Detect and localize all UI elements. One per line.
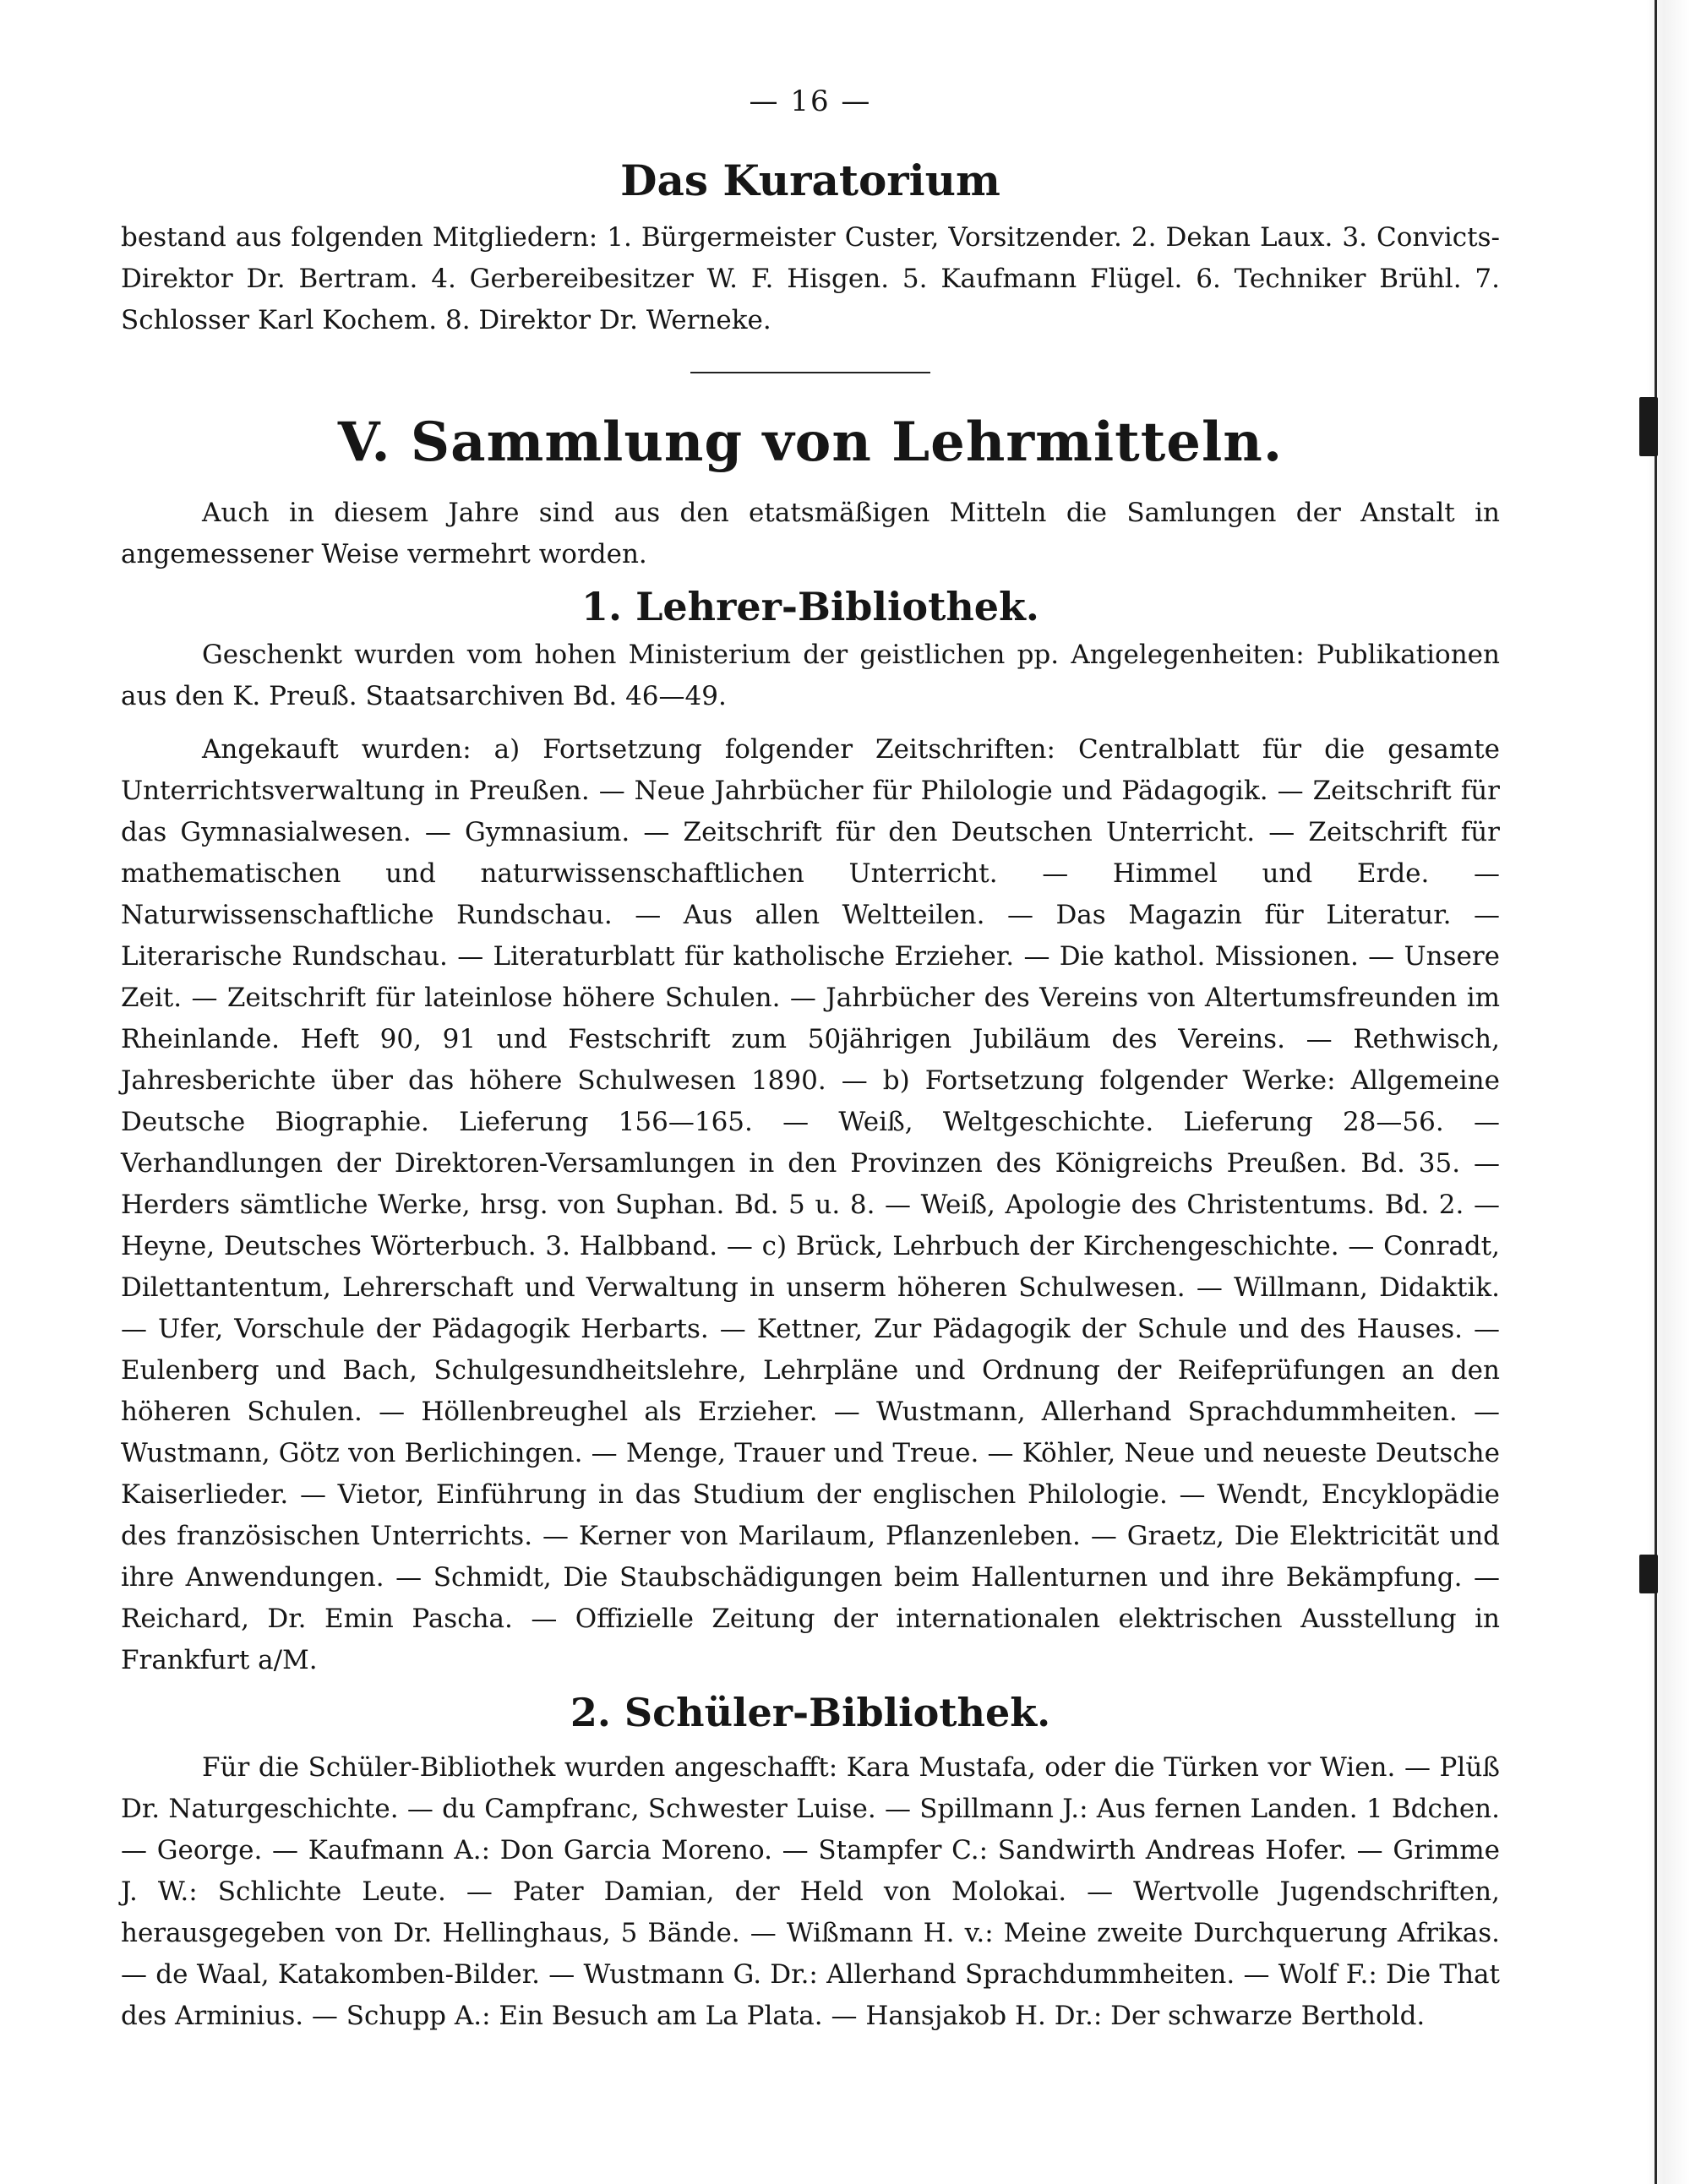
schueler-bibliothek-text: Für die Schüler-Bibliothek wurden angeschafft: Kara Mustafa, oder die Türken vor Wien. — Plüß Dr. Naturgeschichte. — du Campfranc, Schwester Luise. — Spillmann J.: Aus fernen Landen. 1 Bdchen. — George. — Kaufmann A.: Don Garcia Moreno. — Stampfer C.: Sandwirth Andreas Hofer. — Grimme J. W.: Schlichte Leute. — Pater Damian, der Held von Molokai. — Wertvolle Jugendschriften, herausgegeben von Dr. Hellinghaus, 5 Bände. — Wißmann H. v.: Meine zweite Durchquerung Afrikas. — de Waal, Katakomben-Bilder. — Wustmann G. Dr.: Allerhand Sprachdummheiten. — Wolf F.: Die That des Arminius. — Schupp A.: Ein Besuch am La Plata. — Hansjakob H. Dr.: Der schwarze Berthold. (121, 1752, 1500, 2031)
page-number: — 16 — (749, 84, 872, 118)
section-divider (690, 372, 930, 373)
lehrer-bibliothek-angekauft: Angekauft wurden: a) Fortsetzung folgender Zeitschriften: Centralblatt für die gesamte Unterrichtsverwaltung in Preußen. — Neue Jahrbücher für Philologie und Pädagogik. — Zeitschrift für das Gymnasialwesen. — Gymnasium. — Zeitschrift für den Deutschen Unterricht. — Zeitschrift für mathematischen und naturwissenschaftlichen Unterricht. — Himmel und Erde. — Naturwissenschaftliche Rundschau. — Aus allen Weltteilen. — Das Magazin für Literatur. — Literarische Rundschau. — Literaturblatt für katholische Erzieher. — Die kathol. Missionen. — Unsere Zeit. — Zeitschrift für lateinlose höhere Schulen. — Jahrbücher des Vereins von Altertumsfreunden im Rheinlande. Heft 90, 91 und Festschrift zum 50jährigen Jubiläum des Vereins. — Rethwisch, Jahresberichte über das höhere Schulwesen 1890. — b) Fortsetzung folgender Werke: Allgemeine Deutsche Biographie. Lieferung 156—165. — Weiß, Weltgeschichte. Lieferung 28—56. — Verhandlungen der Direktoren-Versamlungen in den Provinzen des Königreichs Preußen. Bd. 35. — Herders sämtliche Werke, hrsg. von Suphan. Bd. 5 u. 8. — Weiß, Apologie des Christentums. Bd. 2. — Heyne, Deutsches Wörterbuch. 3. Halbband. — c) Brück, Lehrbuch der Kirchengeschichte. — Conradt, Dilettantentum, Lehrerschaft und Verwaltung in unserm höheren Schulwesen. — Willmann, Didaktik. — Ufer, Vorschule der Pädagogik Herbarts. — Kettner, Zur Pädagogik der Schule und des Hauses. — Eulenberg und Bach, Schulgesundheitslehre, Lehrpläne und Ordnung der Reifeprüfungen an den höheren Schulen. — Höllenbreughel als Erzieher. — Wustmann, Allerhand Sprachdummheiten. — Wustmann, Götz von Berlichingen. — Menge, Trauer und Treue. — Köhler, Neue und neueste Deutsche Kaiserlieder. — Vietor, Einführung in das Studium der englischen Philologie. — Wendt, Encyklopädie des französischen Unterrichts. — Kerner von Marilaum, Pflanzenleben. — Graetz, Die Elektricität und ihre Anwendungen. — Schmidt, Die Staubschädigungen beim Hallenturnen und ihre Bekämpfung. — Reichard, Dr. Emin Pascha. — Offizielle Zeitung der internationalen elektrischen Ausstellung in Frankfurt a/M. (121, 734, 1500, 1675)
lehrer-bibliothek-geschenkt: Geschenkt wurden vom hohen Ministerium der geistlichen pp. Angelegenheiten: Publikationen aus den K. Preuß. Staatsarchiven Bd. 46—49. (121, 640, 1500, 711)
section-v-intro: Auch in diesem Jahre sind aus den etatsmäßigen Mitteln die Samlungen der Anstalt in angemessener Weise vermehrt worden. (121, 498, 1500, 569)
page-content (121, 84, 1500, 2037)
binding-clip (1639, 397, 1658, 456)
page-gutter-shadow (1646, 0, 1690, 2184)
kuratorium-heading: Das Kuratorium (620, 155, 1000, 205)
page-spine-edge (1655, 0, 1657, 2184)
schueler-bibliothek-heading: 2. Schüler-Bibliothek. (570, 1690, 1051, 1735)
section-v-heading: V. Sammlung von Lehrmitteln. (337, 411, 1284, 474)
binding-clip (1639, 1555, 1658, 1593)
kuratorium-text: bestand aus folgenden Mitgliedern: 1. Bürgermeister Custer, Vorsitzender. 2. Dekan Laux. 3. Convicts-Direktor Dr. Bertram. 4. Gerbereibesitzer W. F. Hisgen. 5. Kaufmann Flügel. 6. Techniker Brühl. 7. Schlosser Karl Kochem. 8. Direktor Dr. Werneke. (121, 222, 1500, 335)
lehrer-bibliothek-heading: 1. Lehrer-Bibliothek. (581, 584, 1039, 629)
